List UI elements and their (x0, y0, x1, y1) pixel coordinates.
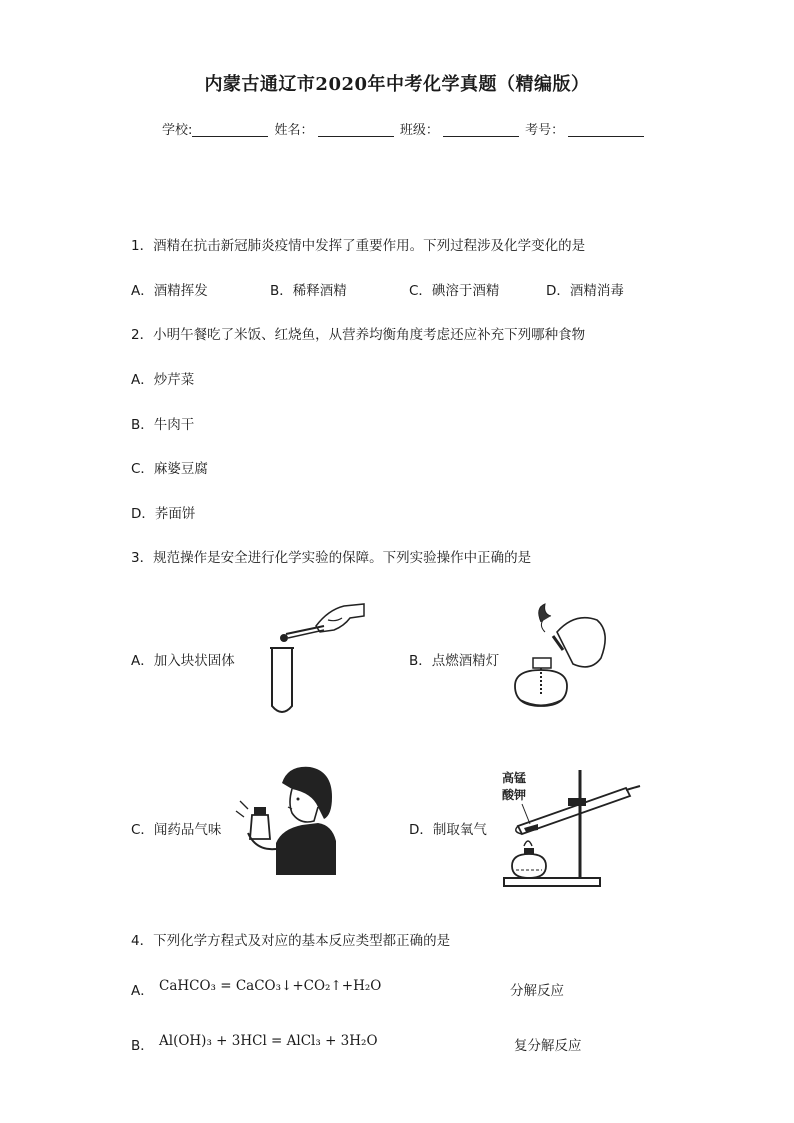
class-label: 班级： (399, 123, 439, 138)
question-3-option-c: C．闻药品气味 (131, 822, 222, 838)
question-1-option-a: A．酒精挥发 (131, 283, 208, 299)
question-4-stem: 4．下列化学方程式及对应的基本反应类型都正确的是 (131, 933, 451, 949)
test-tube-solid-figure (258, 598, 368, 718)
question-2-option-a: A．炒芹菜 (131, 372, 195, 388)
exam-no-field[interactable] (568, 122, 644, 137)
school-label: 学校: (162, 123, 193, 138)
document-title: 内蒙古通辽市2020年中考化学真题（精编版） (204, 74, 590, 95)
question-3-option-b: B．点燃酒精灯 (409, 653, 500, 669)
question-2-stem: 2．小明午餐吃了米饭、红烧鱼，从营养均衡角度考虑还应补充下列哪种食物 (131, 327, 586, 343)
question-2-option-c: C．麻婆豆腐 (131, 461, 208, 477)
question-3-option-a: A．加入块状固体 (131, 653, 235, 669)
smelling-chemical-figure (232, 763, 342, 881)
class-field[interactable] (443, 122, 519, 137)
reagent-label-line2: 酸钾 (502, 788, 527, 802)
question-4-option-b-letter: B． (131, 1038, 154, 1054)
question-2-option-b: B．牛肉干 (131, 417, 195, 433)
question-4-option-a-type: 分解反应 (510, 983, 564, 999)
question-1-option-d: D．酒精消毒 (546, 283, 624, 299)
school-field[interactable] (192, 122, 268, 137)
question-1-option-b: B．稀释酒精 (270, 283, 347, 299)
alcohol-lamp-figure (505, 602, 615, 714)
name-field[interactable] (318, 122, 394, 137)
question-4-option-b-formula: Al(OH)₃ + 3HCl = AlCl₃ + 3H₂O (159, 1033, 378, 1049)
exam-no-label: 考号： (525, 123, 565, 138)
student-info-line (162, 119, 646, 138)
question-4-option-a-letter: A． (131, 983, 154, 999)
question-2-option-d: D．荞面饼 (131, 506, 196, 522)
question-1-option-c: C．碘溶于酒精 (409, 283, 500, 299)
oxygen-apparatus-figure (498, 766, 643, 890)
question-4-option-b-type: 复分解反应 (514, 1038, 582, 1054)
name-label: 姓名： (274, 123, 314, 138)
question-1-stem: 1．酒精在抗击新冠肺炎疫情中发挥了重要作用。下列过程涉及化学变化的是 (131, 238, 586, 254)
question-3-option-d: D．制取氧气 (409, 822, 487, 838)
reagent-label-line1: 高锰 (502, 771, 527, 785)
question-3-stem: 3．规范操作是安全进行化学实验的保障。下列实验操作中正确的是 (131, 550, 532, 566)
question-4-option-a-formula: CaHCO₃ = CaCO₃↓+CO₂↑+H₂O (159, 978, 382, 994)
